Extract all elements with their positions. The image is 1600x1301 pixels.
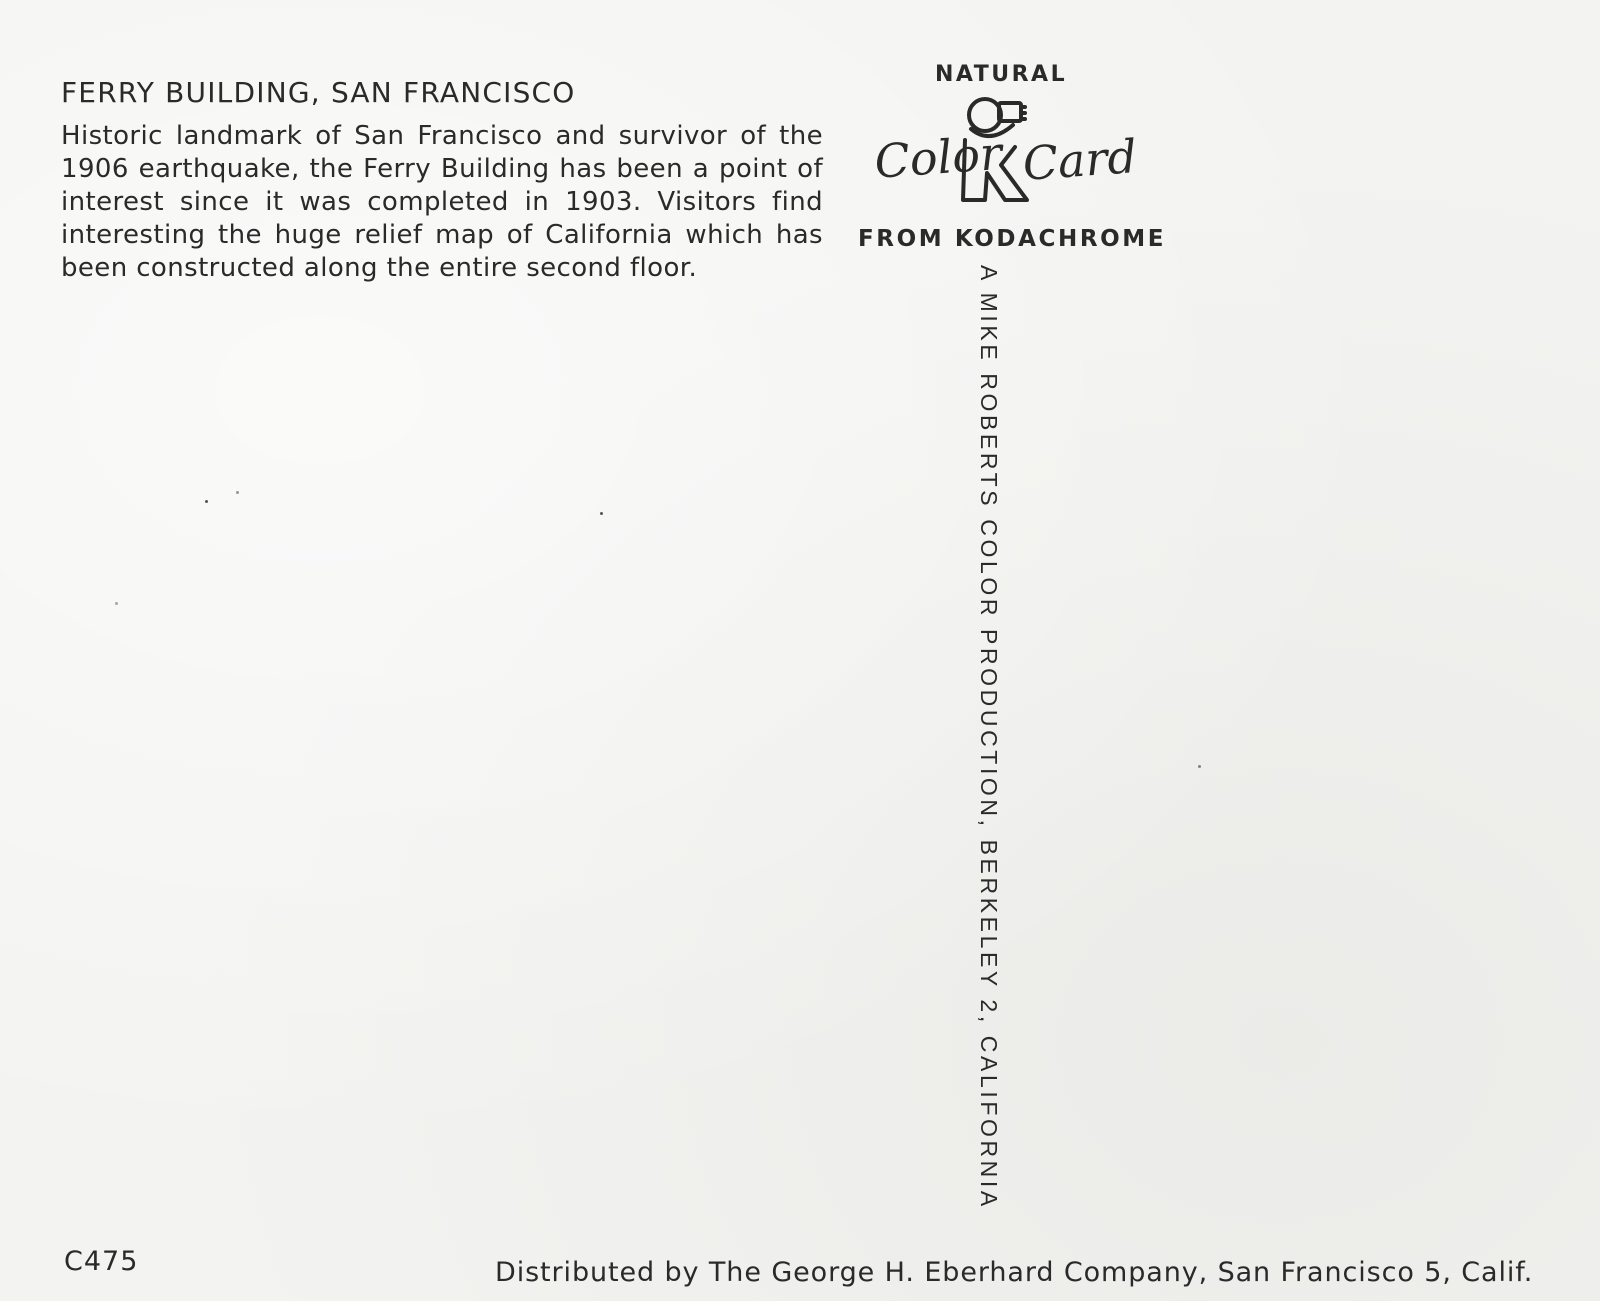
paper-speck <box>205 500 208 503</box>
color-card-logo <box>872 95 1139 215</box>
card-code: C475 <box>64 1246 139 1277</box>
divider-text: A MIKE ROBERTS COLOR PRODUCTION, BERKELEY 2, CALIFORNIA <box>976 265 1002 1210</box>
logo-top-text: NATURAL <box>935 62 1068 87</box>
distributor-line: Distributed by The George H. Eberhard Company, San Francisco 5, Calif. <box>495 1257 1534 1288</box>
postcard-description: Historic landmark of San Francisco and survivor of the 1906 earthquake, the Ferry Building has been a point of interest since it was completed in 1903. Visitors find interesting the huge relief map of California which has been constructed along the entire second floor. <box>61 121 823 283</box>
logo-bottom-text: FROM KODACHROME <box>858 226 1167 252</box>
paper-speck <box>115 602 118 605</box>
paper-speck <box>236 491 239 494</box>
paper-speck <box>1198 765 1201 768</box>
paper-speck <box>600 512 603 515</box>
postcard-title: FERRY BUILDING, SAN FRANCISCO <box>61 76 576 109</box>
logo-script-color: Color <box>872 125 1004 189</box>
logo-script-card: Card <box>1020 129 1139 191</box>
